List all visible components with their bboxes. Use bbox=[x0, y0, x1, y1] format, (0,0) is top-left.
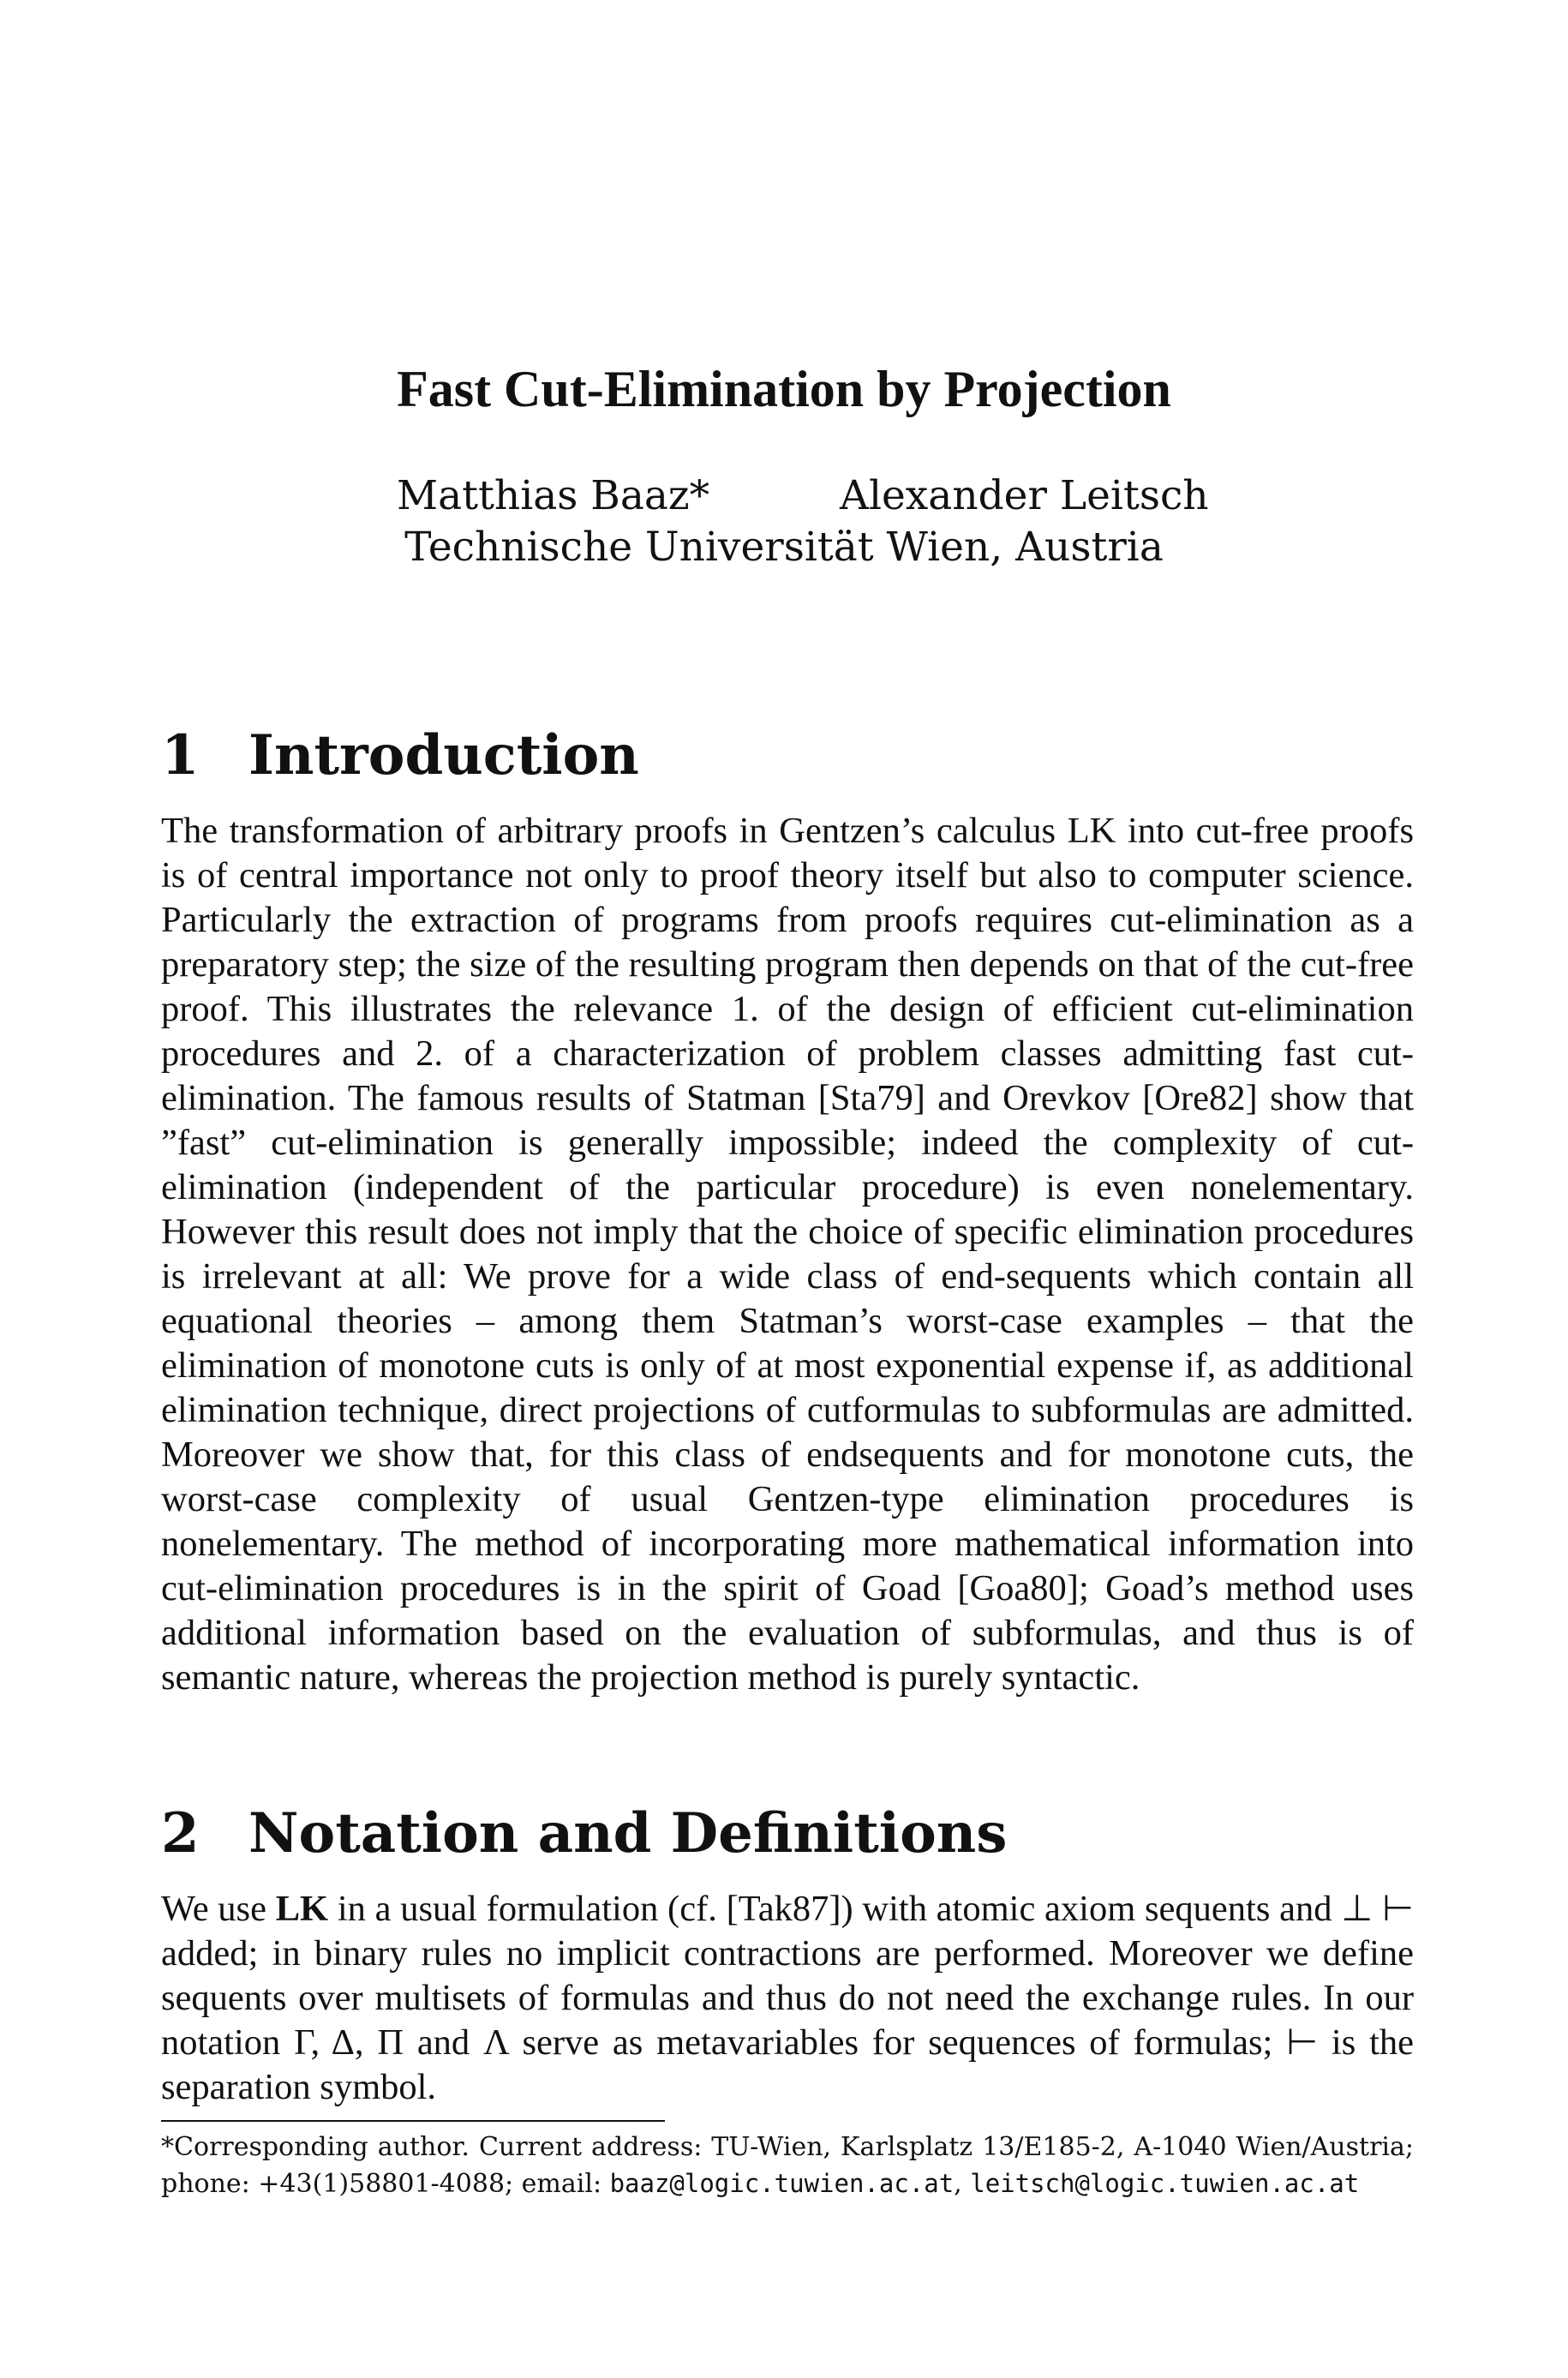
email-address: leitsch@logic.tuwien.ac.at bbox=[970, 2169, 1360, 2198]
paragraph-text bbox=[161, 1887, 1414, 2110]
paragraph-text-part: in a usual formulation (cf. [Tak87]) with atomic axiom sequents and ⊥ ⊢ added; in binary rules no implicit contractions are performed. Moreover we define sequents over multisets of formulas and thus do not need the exchange rules. In our notation Γ, Δ, Π and Λ serve as metavariables for sequences of formulas; ⊢ is the separation symbol. bbox=[161, 1889, 1414, 2107]
section-title: Introduction bbox=[248, 723, 639, 788]
footnote bbox=[161, 2129, 1414, 2202]
section-number: 2 bbox=[161, 1801, 200, 1866]
email-address: baaz@logic.tuwien.ac.at bbox=[609, 2169, 955, 2198]
author-name: Matthias Baaz* bbox=[397, 472, 710, 519]
section-number: 1 bbox=[161, 723, 200, 788]
section-heading-notation bbox=[161, 1800, 1007, 1868]
author-affiliation: Technische Universität Wien, Austria bbox=[404, 524, 1164, 571]
author-name: Alexander Leitsch bbox=[840, 472, 1209, 519]
section-title: Notation and Definitions bbox=[248, 1801, 1008, 1866]
notation-paragraph bbox=[161, 1887, 1414, 2110]
paper-title: Fast Cut-Elimination by Projection bbox=[397, 361, 1171, 417]
footnote-separator: , bbox=[954, 2169, 971, 2199]
calculus-name: LK bbox=[275, 1889, 329, 1929]
section-heading-introduction bbox=[161, 722, 639, 790]
footnote-divider bbox=[161, 2120, 665, 2122]
paragraph-text-part: We use bbox=[161, 1889, 276, 1929]
introduction-paragraph bbox=[161, 809, 1414, 1700]
paragraph-text: The transformation of arbitrary proofs in Gentzen’s calculus LK into cut-free proofs is of central importance not only to proof theory itself but also to computer science. Particularly the extraction of programs from proofs requires cut-elimination as a preparatory step; the size of the resulting program then depends on that of the cut-free proof. This illustrates the relevance 1. of the design of efficient cut-elimination procedures and 2. of a characterization of problem classes admitting fast cut-elimination. The famous results of Statman [Sta79] and Orevkov [Ore82] show that ”fast” cut-elimination is generally impossible; indeed the complexity of cut-elimination (independent of the particular procedure) is even nonelementary. However this result does not imply that the choice of specific elimination procedures is irrelevant at all: We prove for a wide class of end-sequents which contain all equational theories – among them Statman’s worst-case examples – that the elimination of monotone cuts is only of at most exponential expense if, as additional elimination technique, direct projections of cutformulas to subformulas are admitted. Moreover we show that, for this class of endsequents and for monotone cuts, the worst-case complexity of usual Gentzen-type elimination procedures is nonelementary. The method of incorporating more mathematical information into cut-elimination procedures is in the spirit of Goad [Goa80]; Goad’s method uses additional information based on the evaluation of subformulas, and thus is of semantic nature, whereas the projection method is purely syntactic. bbox=[161, 811, 1414, 1698]
footnote-text: *Corresponding author. Current address: TU-Wien, Karlsplatz 13/E185-2, A-1040 Wien/Austria; phone: +43(1)58801-4088; email: bbox=[161, 2132, 1414, 2199]
